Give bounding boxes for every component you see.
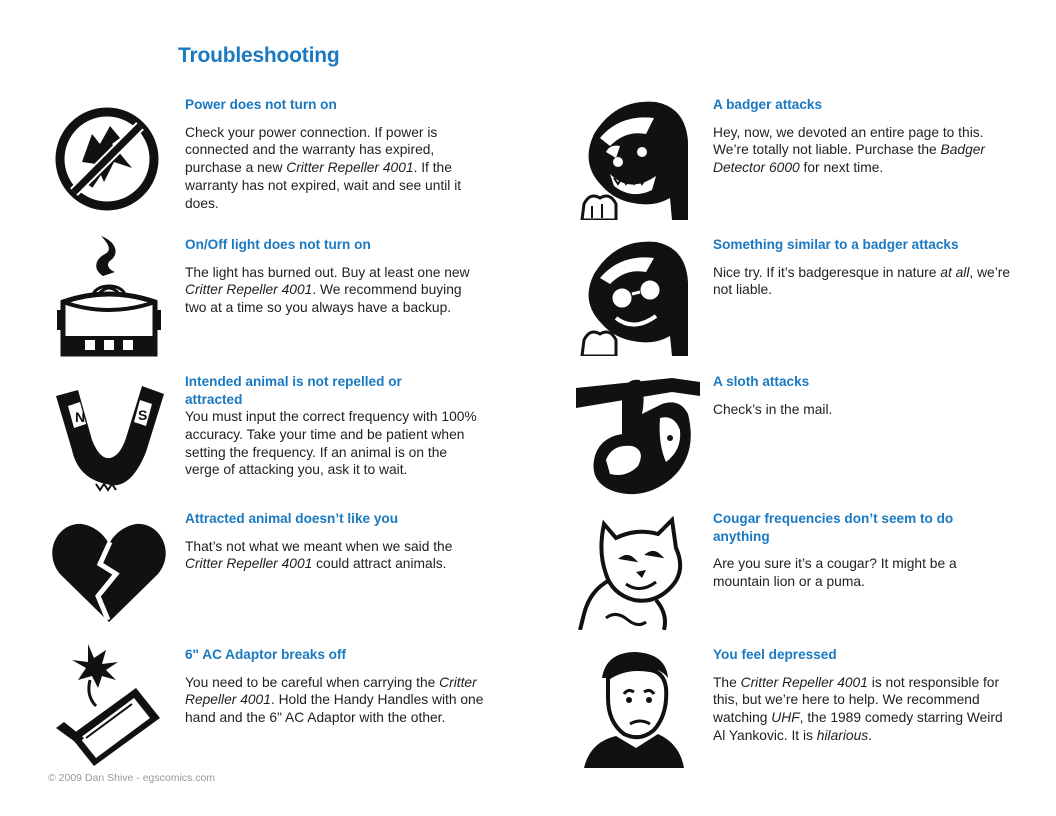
broken-adaptor-icon bbox=[50, 640, 166, 766]
item-heading: A badger attacks bbox=[713, 97, 823, 112]
troubleshooting-item bbox=[713, 373, 1013, 418]
item-heading: Power does not turn on bbox=[185, 97, 337, 112]
cougar-icon bbox=[576, 514, 688, 630]
italic-text: Critter Repeller 4001 bbox=[185, 556, 313, 572]
italic-text: hilarious bbox=[816, 727, 869, 743]
horseshoe-magnet-icon bbox=[48, 384, 170, 494]
troubleshooting-item bbox=[185, 510, 485, 573]
item-body: Check your power connection. If power is connected and the warranty has expired, purchase a new Critter Repeller 4001. If the warranty has not expired, wait and see until it does. bbox=[185, 124, 462, 211]
item-heading: A sloth attacks bbox=[713, 374, 810, 389]
item-body: Are you sure it’s a cougar? It might be a mountain lion or a puma. bbox=[713, 556, 957, 589]
troubleshooting-item bbox=[713, 236, 1013, 299]
item-heading: 6" AC Adaptor breaks off bbox=[185, 647, 347, 662]
item-heading: Intended animal is not repelled or attracted bbox=[185, 374, 402, 407]
no-power-plug-icon bbox=[52, 104, 162, 214]
burnt-out-device-icon bbox=[57, 236, 161, 358]
item-body: That’s not what we meant when we said the Critter Repeller 4001 could attract animals. bbox=[185, 538, 453, 572]
page-title: Troubleshooting bbox=[178, 44, 340, 67]
item-heading: Cougar frequencies don’t seem to do anything bbox=[713, 511, 954, 544]
item-heading: Attracted animal doesn’t like you bbox=[185, 511, 399, 526]
italic-text: Badger Detector 6000 bbox=[713, 142, 986, 176]
troubleshooting-item bbox=[185, 96, 485, 212]
item-body: You must input the correct frequency with 100% accuracy. Take your time and be patient when setting the frequency. If an animal is on the verge of attacking you, ask it to wait. bbox=[185, 409, 477, 478]
italic-text: Critter Repeller 4001 bbox=[185, 674, 477, 708]
item-body: You need to be careful when carrying the Critter Repeller 4001. Hold the Handy Handles with one hand and the 6" AC Adaptor with the other. bbox=[185, 674, 484, 726]
item-heading: Something similar to a badger attacks bbox=[713, 237, 959, 252]
troubleshooting-item bbox=[185, 236, 485, 317]
item-body: The Critter Repeller 4001 is not responsible for this, but we’re here to help. We recommend watching UHF, the 1989 comedy starring Weird Al Yankovic. It is hilarious. bbox=[713, 674, 1003, 743]
magnet-north-label: N bbox=[75, 409, 86, 425]
troubleshooting-item bbox=[713, 96, 1013, 177]
troubleshooting-item bbox=[185, 646, 485, 727]
copyright-footer: © 2009 Dan Shive - egscomics.com bbox=[48, 772, 216, 784]
item-body: The light has burned out. Buy at least one new Critter Repeller 4001. We recommend buying two at a time so you always have a backup. bbox=[185, 264, 470, 316]
item-heading: You feel depressed bbox=[713, 647, 837, 662]
item-body: Check’s in the mail. bbox=[713, 401, 833, 417]
italic-text: Critter Repeller 4001 bbox=[740, 674, 868, 690]
italic-text: UHF bbox=[771, 710, 800, 726]
badger-with-glasses-icon bbox=[576, 236, 694, 356]
italic-text: Critter Repeller 4001 bbox=[185, 282, 313, 298]
item-body: Hey, now, we devoted an entire page to this. We’re totally not liable. Purchase the Badger Detector 6000 for next time. bbox=[713, 124, 986, 176]
badger-icon bbox=[576, 94, 694, 220]
troubleshooting-item bbox=[713, 646, 1013, 745]
sad-person-icon bbox=[580, 648, 688, 768]
sloth-icon bbox=[576, 374, 700, 498]
troubleshooting-item bbox=[185, 373, 485, 479]
italic-text: at all bbox=[940, 264, 970, 280]
troubleshooting-item bbox=[713, 510, 1013, 591]
italic-text: Critter Repeller 4001 bbox=[286, 160, 414, 176]
magnet-south-label: S bbox=[138, 407, 148, 423]
broken-heart-icon bbox=[50, 520, 168, 624]
item-body: Nice try. If it’s badgeresque in nature at all, we’re not liable. bbox=[713, 264, 1011, 298]
item-heading: On/Off light does not turn on bbox=[185, 237, 371, 252]
